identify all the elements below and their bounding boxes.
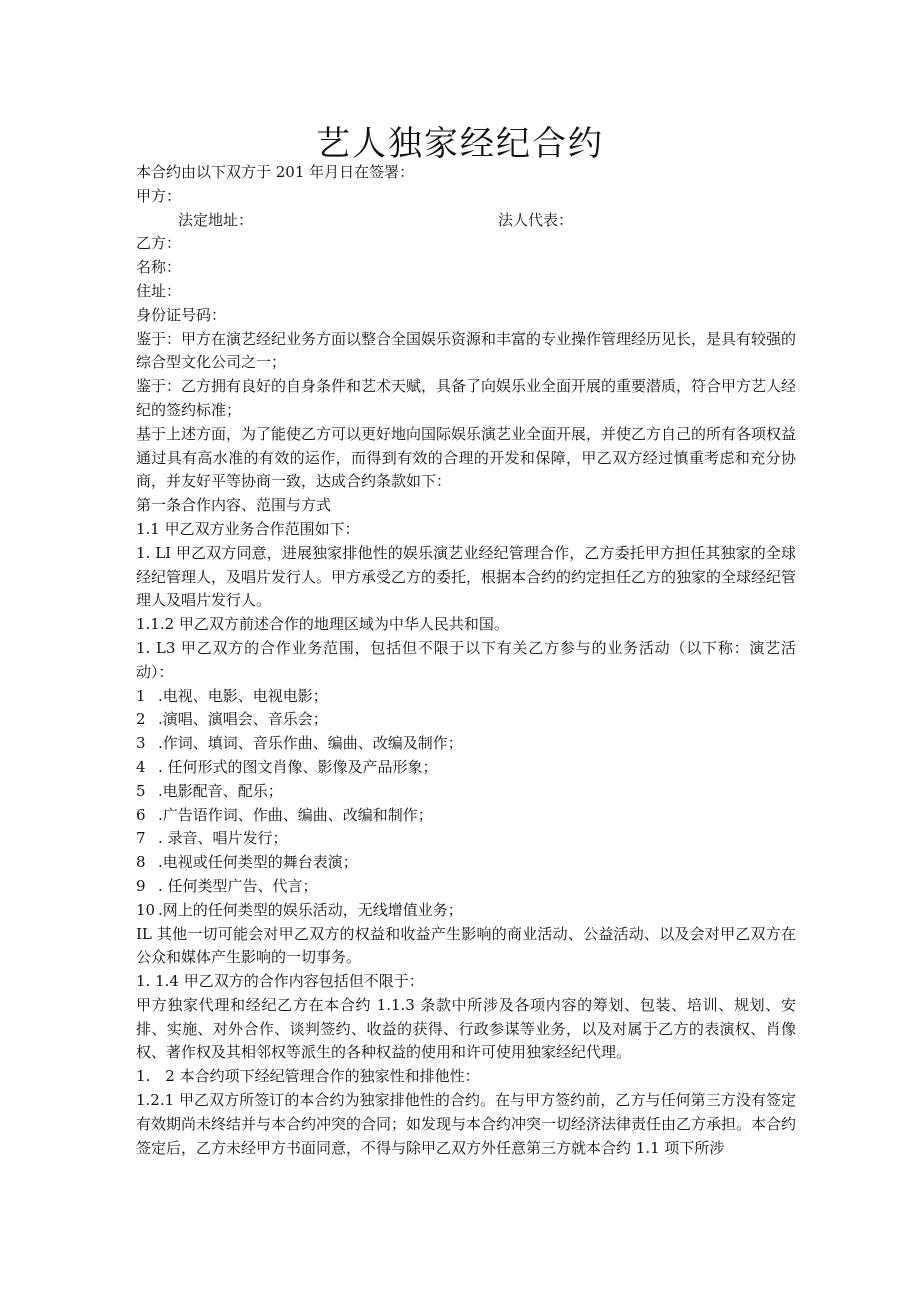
section-1-1-3: 1. L3 甲乙双方的合作业务范围，包括但不限于以下有关乙方参与的业务活动（以下称：演艺活动）：	[136, 638, 796, 681]
list-item	[136, 804, 796, 828]
list-item	[136, 708, 796, 732]
list-item	[136, 851, 796, 875]
section-1-1-4: 1. 1.4 甲乙双方的合作内容包括但不限于：	[136, 972, 424, 991]
list-item	[136, 756, 796, 780]
legal-rep-label: 法人代表：	[498, 210, 574, 229]
list-text: .电视、电影、电视电影；	[158, 686, 328, 705]
whereas-paragraph-2: 鉴于：乙方拥有良好的自身条件和艺术天赋，具备了向娱乐业全面开展的重要潜质，符合甲方艺人经纪的签约标准；	[136, 377, 797, 419]
document-title: 艺人独家经纪合约	[316, 124, 604, 164]
article-1-heading: 第一条合作内容、范围与方式	[136, 496, 332, 515]
party-a-label: 甲方：	[136, 186, 182, 205]
list-number: 8	[136, 853, 146, 872]
list-text: . 录音、唱片发行；	[158, 829, 288, 848]
list-number: 2	[136, 710, 146, 729]
list-item	[136, 732, 796, 756]
list-item	[136, 685, 796, 709]
whereas-paragraph-1: 鉴于：甲方在演艺经纪业务方面以整合全国娱乐资源和丰富的专业操作管理经历见长，是具有较强的综合型文化公司之一；	[136, 329, 797, 372]
list-number: 7	[136, 829, 146, 848]
legal-address-label: 法定地址：	[178, 210, 254, 229]
list-number: 5	[136, 781, 146, 800]
section-1-2-1: 1.2.1 甲乙双方所签订的本合约为独家排他性的合约。在与甲方签约前，乙方与任何第三方没有签定有效期尚未终结并与本合约冲突的合同；如发现与本合约冲突一切经济法律责任由乙方承担。本合约签定后，乙方未经甲方书面同意，不得与除甲乙双方外任意第三方就本合约 1.1 项下所涉	[136, 1091, 797, 1157]
section-1-1-4-body: 甲方独家代理和经纪乙方在本合约 1.1.3 条款中所涉及各项内容的筹划、包装、培训、规划、安排、实施、对外合作、谈判签约、收益的获得、行政参谋等业务，以及对属于乙方的表演权、肖像权、著作权及其相邻权等派生的各种权益的使用和许可使用独家经纪代理。	[136, 995, 796, 1062]
section-1-1-1: 1. LI 甲乙双方同意，进展独家排他性的娱乐演艺业经纪管理合作，乙方委托甲方担任其独家的全球经纪管理人，及唱片发行人。甲方承受乙方的委托，根据本合约的约定担任乙方的独家的全球经纪管理人及唱片发行人。	[136, 543, 797, 610]
list-text: . 任何形式的图文肖像、影像及产品形象；	[158, 757, 438, 776]
section-1-1: 1.1 甲乙双方业务合作范围如下：	[136, 519, 360, 538]
list-number: 1	[136, 686, 146, 705]
list-number: 9	[136, 876, 146, 895]
list-item-11: IL 其他一切可能会对甲乙双方的权益和收益产生影响的商业活动、公益活动、以及会对甲乙双方在公众和媒体产生影响的一切事务。	[136, 924, 796, 967]
list-text: .网上的任何类型的娱乐活动，无线增值业务；	[158, 900, 463, 919]
list-text: .电影配音、配乐；	[158, 781, 283, 800]
list-item	[136, 899, 796, 923]
address-label: 住址：	[136, 281, 182, 300]
list-text: .演唱、演唱会、音乐会；	[158, 710, 328, 729]
party-b-label: 乙方：	[136, 234, 182, 253]
based-on-paragraph: 基于上述方面，为了能使乙方可以更好地向国际娱乐演艺业全面开展，并使乙方自己的所有各项权益通过具有高水准的有效的运作，而得到有效的合理的开发和保障，甲乙双方经过慎重考虑和充分协商，并友好平等协商一致，达成合约条款如下：	[136, 424, 797, 491]
list-text: .作词、填词、音乐作曲、编曲、改编及制作；	[158, 734, 463, 753]
id-number-label: 身份证号码：	[136, 305, 227, 324]
list-item	[136, 780, 796, 804]
list-text: .电视或任何类型的舞台表演；	[158, 853, 358, 872]
intro-line: 本合约由以下双方于 201 年月日在签署：	[136, 163, 415, 181]
section-1-1-2: 1.1.2 甲乙双方前述合作的地理区域为中华人民共和国。	[136, 615, 509, 634]
list-text: .广告语作词、作曲、编曲、改编和制作；	[158, 805, 433, 824]
list-number: 10	[136, 900, 156, 919]
list-text: . 任何类型广告、代言；	[158, 876, 318, 895]
document-body	[136, 161, 796, 1160]
list-item	[136, 827, 796, 851]
name-label: 名称：	[136, 258, 182, 277]
list-number: 6	[136, 805, 146, 824]
section-1-2: 1. 2 本合约项下经纪管理合作的独家性和排他性：	[136, 1067, 480, 1086]
list-number: 3	[136, 734, 146, 753]
party-a-details	[136, 209, 796, 233]
list-number: 4	[136, 757, 146, 776]
list-item	[136, 875, 796, 899]
